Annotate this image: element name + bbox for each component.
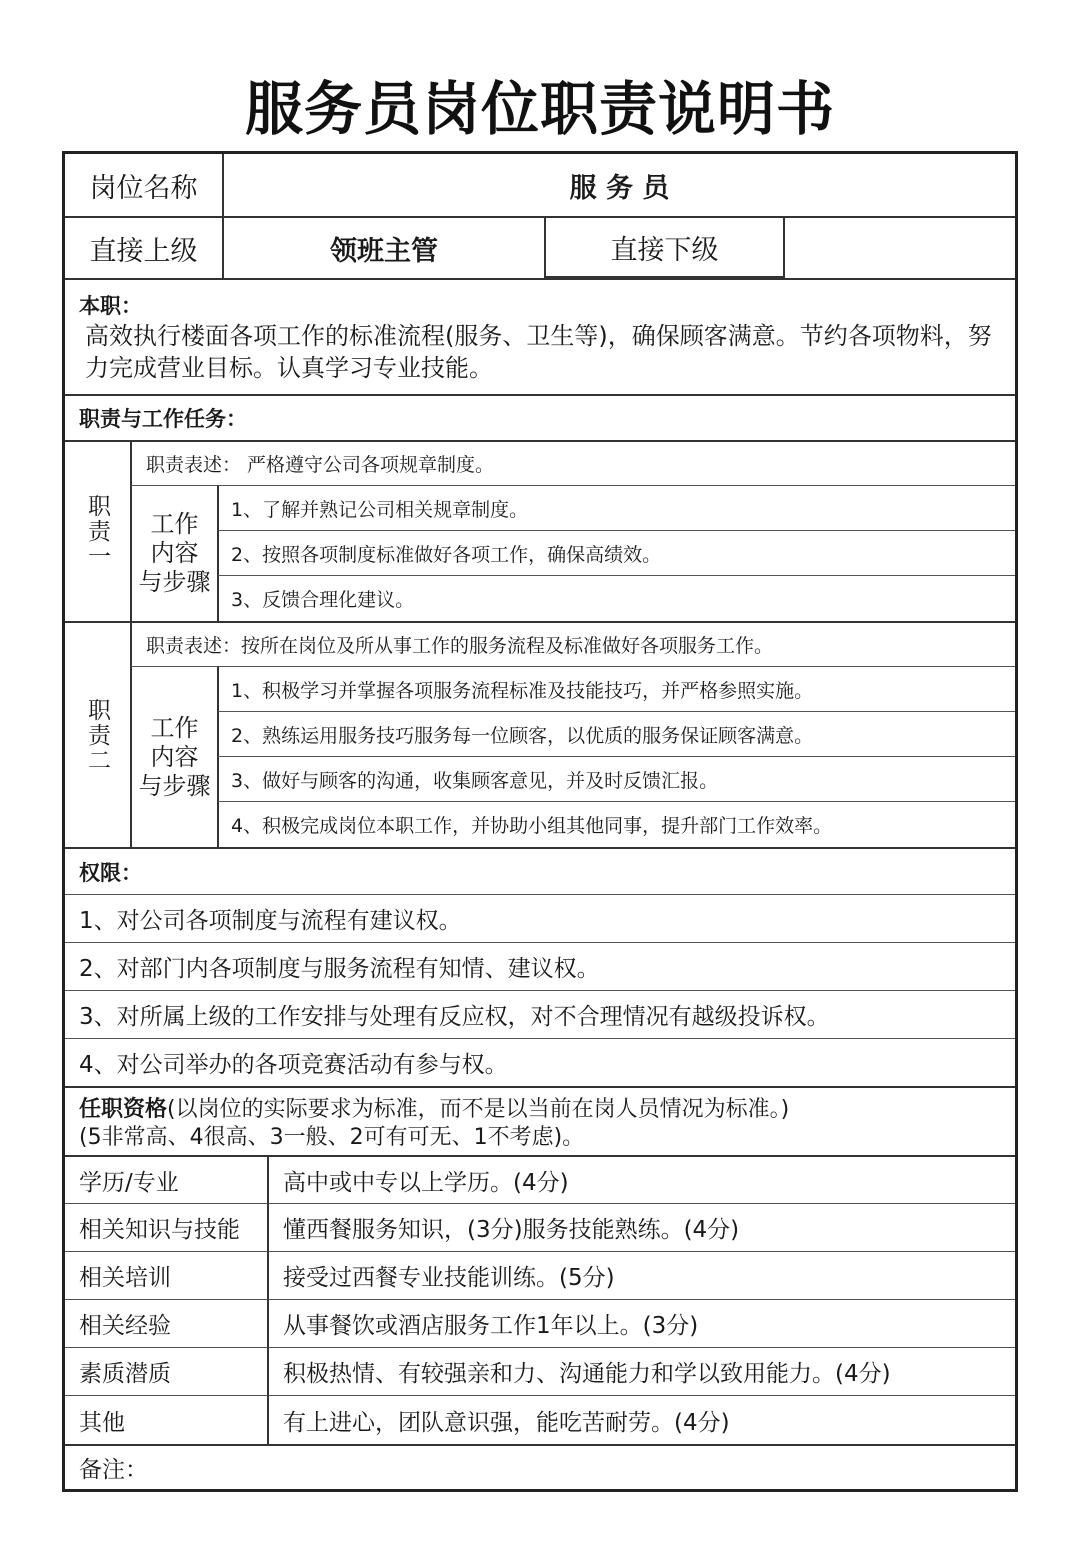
direct-subordinate-value	[783, 216, 1015, 278]
duty-one-step: 3、反馈合理化建议。	[217, 575, 1015, 621]
qualification-value: 从事餐饮或酒店服务工作1年以上。(3分)	[267, 1299, 1015, 1347]
authority-heading: 权限：	[65, 847, 1015, 894]
duty-two-steps-label-text	[139, 714, 211, 801]
qualification-value: 有上进心，团队意识强，能吃苦耐劳。(4分)	[267, 1395, 1015, 1444]
position-name-value: 服 务 员	[222, 154, 1015, 216]
duty-one-steps-label-text	[139, 510, 211, 597]
steps-label-line: 工作	[150, 510, 199, 538]
duty-one-steps-label	[130, 485, 217, 621]
qualifications-heading	[65, 1086, 1015, 1155]
authority-item: 3、对所属上级的工作安排与处理有反应权，对不合理情况有越级投诉权。	[65, 990, 1015, 1038]
steps-label-line: 与步骤	[138, 771, 211, 800]
duty-two-step: 4、积极完成岗位本职工作，并协助小组其他同事，提升部门工作效率。	[217, 801, 1015, 847]
core-duty-label: 本职：	[79, 294, 142, 318]
steps-label-line: 工作	[150, 713, 199, 742]
duty-one-label-text: 职责一	[84, 494, 110, 569]
steps-label-line: 内容	[150, 539, 199, 567]
steps-label-line: 内容	[150, 742, 199, 771]
duty-two-step: 2、熟练运用服务技巧服务每一位顾客，以优质的服务保证顾客满意。	[217, 711, 1015, 756]
remarks-field: 备注：	[65, 1444, 1015, 1489]
authority-item: 1、对公司各项制度与流程有建议权。	[65, 894, 1015, 942]
core-duty-text: 高效执行楼面各项工作的标准流程(服务、卫生等)，确保顾客满意。节约各项物料，努力完成营业目标。认真学习专业技能。	[85, 322, 992, 382]
duties-heading: 职责与工作任务：	[65, 394, 1015, 440]
core-duty-section	[65, 278, 1015, 394]
qualification-value: 懂西餐服务知识，(3分)服务技能熟练。(4分)	[267, 1203, 1015, 1251]
authority-item: 4、对公司举办的各项竞赛活动有参与权。	[65, 1038, 1015, 1086]
qualification-value: 接受过西餐专业技能训练。(5分)	[267, 1251, 1015, 1299]
qualifications-note-line1	[79, 1096, 789, 1124]
qualification-value: 高中或中专以上学历。(4分)	[267, 1155, 1015, 1203]
qualification-label: 相关培训	[65, 1251, 267, 1299]
duty-one-step: 2、按照各项制度标准做好各项工作，确保高绩效。	[217, 530, 1015, 575]
duty-one-label	[65, 440, 130, 621]
direct-subordinate-label: 直接下级	[544, 216, 783, 278]
qualifications-note: (以岗位的实际要求为标准，而不是以当前在岗人员情况为标准。)	[167, 1097, 790, 1122]
duty-two-steps-label	[130, 666, 217, 847]
duty-one-step: 1、了解并熟记公司相关规章制度。	[217, 485, 1015, 530]
qualifications-label: 任职资格	[79, 1097, 168, 1122]
document-title: 服务员岗位职责说明书	[244, 75, 835, 143]
authority-item: 2、对部门内各项制度与服务流程有知情、建议权。	[65, 942, 1015, 990]
duty-one-description: 职责表述： 严格遵守公司各项规章制度。	[130, 440, 1015, 485]
qualification-label: 学历/专业	[65, 1155, 267, 1203]
duty-two-label	[65, 621, 130, 847]
duty-two-step: 1、积极学习并掌握各项服务流程标准及技能技巧，并严格参照实施。	[217, 666, 1015, 711]
position-name-label: 岗位名称	[89, 172, 198, 204]
qualifications-scale-note: (5非常高、4很高、3一般、2可有可无、1不考虑)。	[79, 1125, 585, 1150]
qualification-label: 相关知识与技能	[65, 1203, 267, 1251]
direct-superior-value: 领班主管	[222, 216, 544, 278]
duty-two-step: 3、做好与顾客的沟通，收集顾客意见，并及时反馈汇报。	[217, 756, 1015, 801]
duty-two-description: 职责表述：按所在岗位及所从事工作的服务流程及标准做好各项服务工作。	[130, 621, 1015, 666]
qualification-label: 素质潜质	[65, 1347, 267, 1395]
steps-label-line: 与步骤	[138, 568, 211, 596]
direct-superior-label: 直接上级	[65, 216, 222, 278]
duty-two-label-text: 职责二	[84, 697, 110, 773]
job-description-table	[62, 151, 1018, 1492]
qualification-label: 其他	[65, 1395, 267, 1444]
qualification-label: 相关经验	[65, 1299, 267, 1347]
qualification-value: 积极热情、有较强亲和力、沟通能力和学以致用能力。(4分)	[267, 1347, 1015, 1395]
